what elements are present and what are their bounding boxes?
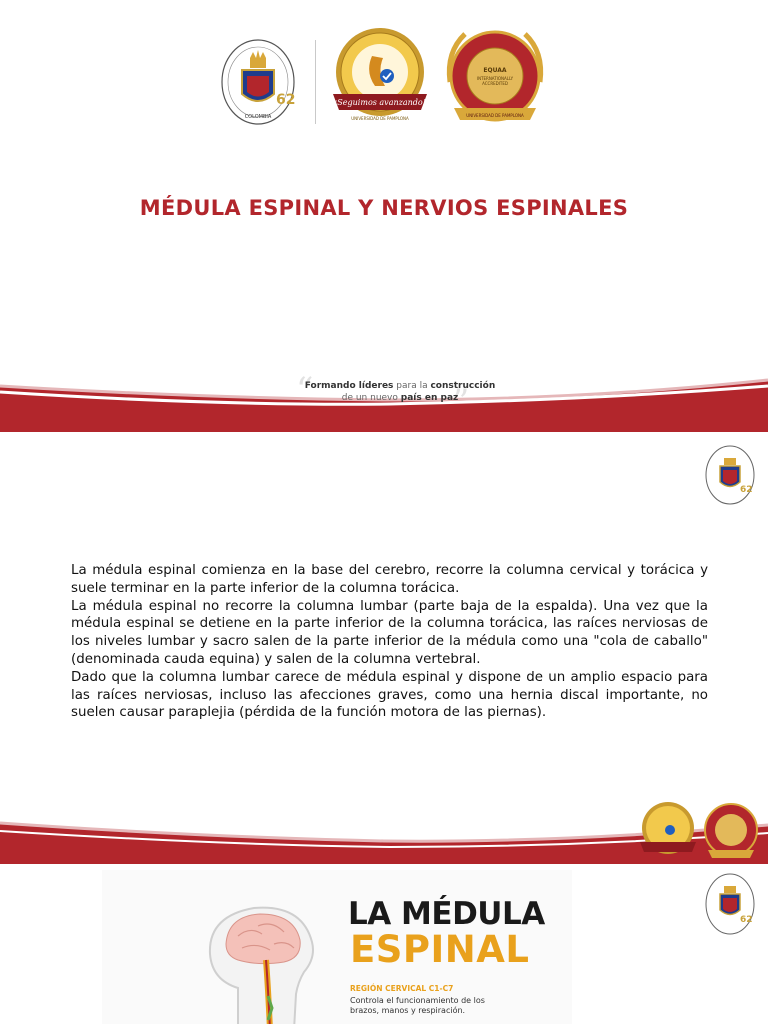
- infographic-title-line1: LA MÉDULA: [348, 896, 545, 932]
- svg-text:62: 62: [276, 92, 296, 108]
- accreditation-seal-small-logo: [638, 800, 698, 860]
- motto-text-4: de un nuevo: [341, 393, 401, 403]
- infographic-title-line2: ESPINAL: [350, 928, 530, 971]
- infographic-region-description: Controla el funcionamiento de los brazos, manos y respiración.: [350, 996, 485, 1015]
- svg-text:62: 62: [740, 915, 753, 925]
- paragraph-3: Dado que la columna lumbar carece de médula espinal y dispone de un amplio espacio para las raíces nerviosas, incluso las afecciones graves, como una hernia discal importante, no suelen causar paraplejia (pérdida de la función motora de las piernas).: [71, 669, 708, 721]
- svg-text:UNIVERSIDAD DE PAMPLONA: UNIVERSIDAD DE PAMPLONA: [466, 113, 524, 118]
- motto-text-3: construcción: [430, 381, 496, 391]
- svg-text:INTERNATIONALLY: INTERNATIONALLY: [476, 76, 514, 81]
- open-quote-icon: “: [296, 370, 314, 410]
- paragraph-2: La médula espinal no recorre la columna lumbar (parte baja de la espalda). Una vez que la médula espinal se detiene en la parte inferior de la columna torácica, las raíces nerviosas de los niveles lumbar y sacro salen de la parte inferior de la médula como una "cola de caballo" (denominada cauda equina) y salen de la columna vertebral.: [71, 598, 708, 667]
- slide-title-heading: MÉDULA ESPINAL Y NERVIOS ESPINALES: [139, 196, 629, 220]
- spinal-cord-infographic: [102, 870, 572, 1024]
- head-brain-illustration: [198, 896, 338, 1024]
- slide-infographic: [0, 864, 768, 1024]
- university-seal-small-logo: [704, 444, 756, 506]
- university-seal-logo: [220, 38, 302, 126]
- svg-text:62: 62: [740, 485, 753, 495]
- close-quote-icon: ”: [452, 382, 470, 422]
- international-seal-small-logo: [700, 800, 762, 862]
- spinal-cord-description: [71, 562, 708, 722]
- svg-text:EQUAA: EQUAA: [483, 67, 507, 74]
- university-seal-small-logo-2: [704, 872, 756, 936]
- university-motto: [300, 380, 500, 404]
- svg-text:UNIVERSIDAD DE PAMPLONA: UNIVERSIDAD DE PAMPLONA: [351, 116, 409, 121]
- logo-divider: [315, 40, 316, 124]
- international-seal-logo: [440, 22, 550, 132]
- motto-text-1: Formando líderes: [304, 381, 394, 391]
- accreditation-seal-logo: [325, 24, 435, 130]
- paragraph-1: La médula espinal comienza en la base del cerebro, recorre la columna cervical y torácica y suele terminar en la parte inferior de la columna torácica.: [71, 563, 708, 596]
- motto-text-5: país en paz: [400, 393, 459, 403]
- slide-title: [0, 0, 768, 432]
- slide-content: [0, 432, 768, 864]
- svg-text:ACCREDITED: ACCREDITED: [482, 81, 508, 86]
- motto-text-2: para la: [393, 381, 431, 391]
- svg-text:¡Seguimos avanzando!: ¡Seguimos avanzando!: [334, 98, 426, 107]
- infographic-region-label: REGIÓN CERVICAL C1-C7: [350, 984, 454, 993]
- svg-text:COLOMBIA: COLOMBIA: [244, 114, 272, 120]
